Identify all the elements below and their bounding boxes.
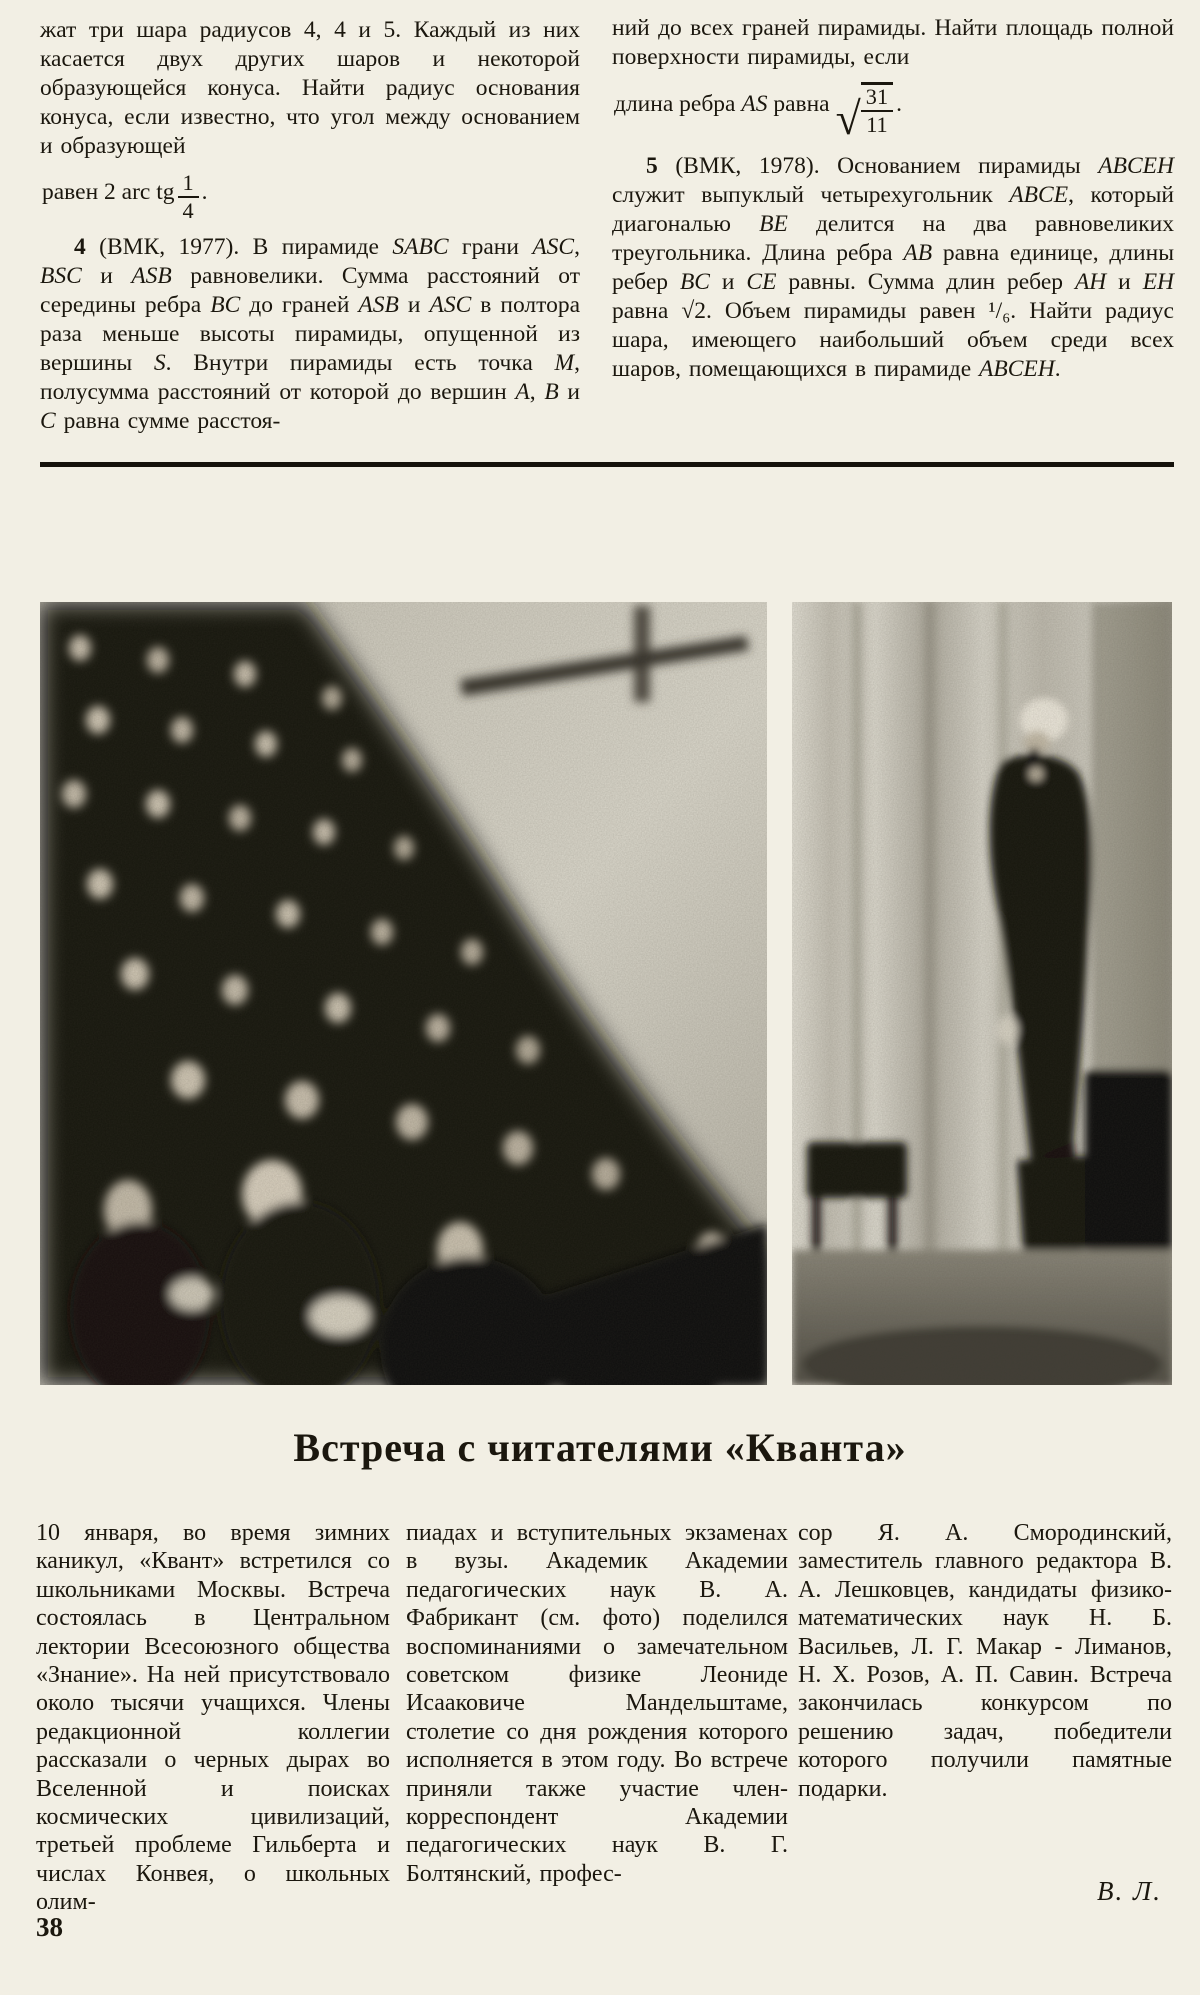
article-column-1 (36, 1519, 390, 1917)
article-column-3 (798, 1519, 1172, 1803)
radical-sign: √ (835, 92, 861, 144)
page-number: 38 (36, 1912, 63, 1942)
fraction-one-quarter: $\frac{1}{4}$ (178, 171, 199, 223)
problem-4 (40, 233, 580, 436)
lecturer-photo (792, 602, 1172, 1385)
formula-suffix: . (201, 179, 208, 206)
audience-photo (40, 602, 767, 1385)
section-divider-rule (40, 462, 1174, 467)
problem-3-continuation: жат три шара радиусов 4, 4 и 5. Каждый из них касается двух других шаров и некоторой образующейся конуса. Найти радиус основания конуса, если известно, что угол между основанием и образующей (40, 17, 580, 159)
problem-4-continuation: ний до всех граней пирамиды. Найти площадь полной поверхности пирамиды, если (612, 15, 1174, 70)
formula-suffix: . (896, 90, 902, 117)
formula-prefix: длина ребра AS равна (614, 90, 830, 117)
lecturer-photo-graphic (792, 602, 1172, 1385)
problems-column-left (40, 16, 580, 436)
audience-photo-graphic (40, 602, 767, 1385)
problem-4-text: (ВМК, 1977). В пирамиде SABC грани ASC, BSC и ASB равновелики. Сумма расстояний от середины ребра BC до граней ASB и ASC в полтора раза меньше высоты пирамиды, опущенной из вершины S. Внутри пирамиды есть точка M, полусумма расстояний от которой до вершин A, B и C равна сумме расстоя- (40, 234, 581, 435)
problem-4-number: 4 (74, 234, 86, 261)
fraction-31-over-11: $\frac{31}{11}$ (861, 82, 893, 137)
problems-column-right (612, 14, 1174, 384)
article-title: Встреча с читателями «Кванта» (293, 1425, 907, 1470)
problem-4-formula (614, 82, 1174, 142)
problem-5 (612, 152, 1174, 384)
article-column-2 (406, 1519, 788, 1888)
problem-5-number: 5 (646, 152, 658, 179)
author-signature: В. Л. (1096, 1876, 1162, 1906)
article-text: пиадах и вступительных экзаменах в вузы. Академик Академии педагогических наук В. А. Фабрикант (см. фото) поделился воспоминаниями о замечательном советском физике Леониде Исааковиче Мандельштаме, столетие со дня рождения которого исполняется в этом году. Во встрече приняли также участие член-корреспондент Академии педагогических наук В. Г. Болтянский, профес- (406, 1520, 788, 1887)
problem-3-formula (42, 171, 580, 223)
article-text: 10 января, во время зимних каникул, «Квант» встретился со школьниками Москвы. Встреча состоялась в Центральном лектории Всесоюзного общества «Знание». На ней присутствовало около тысячи учащихся. Члены редакционной коллегии рассказали о черных дырах во Вселенной и поисках космических цивилизаций, третьей проблеме Гильберта и числах Конвея, о школьных олим- (36, 1520, 390, 1916)
problem-5-text: (ВМК, 1978). Основанием пирамиды ABCEH служит выпуклый четырехугольник ABCE, который диагональю BE делится на два равновеликих треугольника. Длина ребра AB равна единице, длины ребер BC и CE равны. Сумма длин ребер AH и EH равна √2. Объем пирамиды равен ¹/₆. Найти радиус шара, имеющего наибольший объем среди всех шаров, помещающихся в пирамиде ABCEH. (612, 152, 1175, 382)
formula-prefix: равен 2 arc tg (42, 179, 175, 206)
article-text: сор Я. А. Смородинский, заместитель главного редактора В. А. Лешковцев, кандидаты физико-математических наук Н. Б. Васильев, Л. Г. Макар - Лиманов, Н. Х. Розов, А. П. Савин. Встреча закончилась конкурсом по решению задач, победители которого получили памятные подарки. (798, 1520, 1172, 1802)
